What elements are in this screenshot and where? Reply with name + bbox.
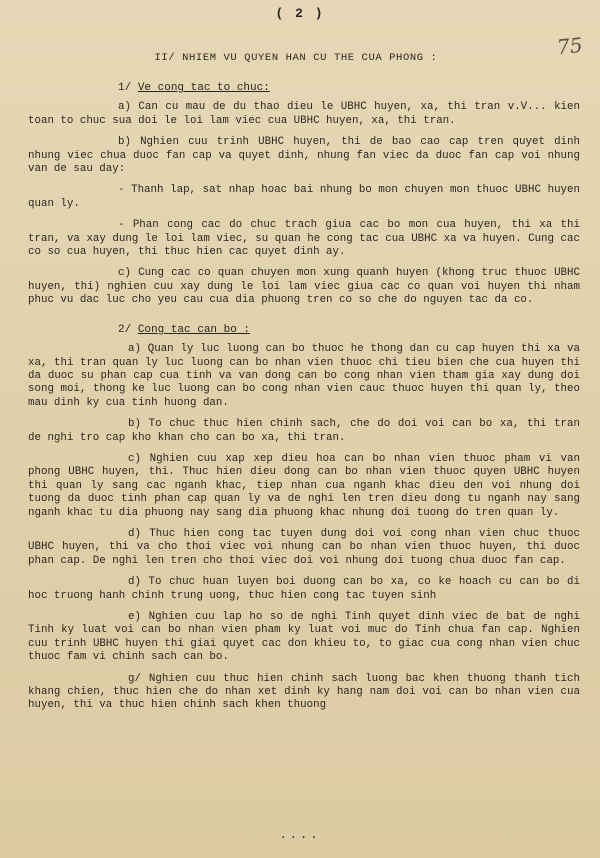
handwritten-page-mark: 75 — [555, 32, 584, 60]
heading-number: 2/ — [118, 323, 132, 336]
paragraph: g/ Nghien cuu thuc hien chinh sach luong bac khen thuong thanh tich khang chien, thuc hien che do nhan xet dinh ky hang nam doi voi can bo nhan vien cua huyen, thi va thuc hien chinh sach khen thuong — [28, 672, 580, 712]
paragraph: c) Cung cac co quan chuyen mon xung quanh huyen (khong truc thuoc UBHC huyen, thi) nghien cuu xay dung le loi lam viec giua cac co quan voi huyen thi nham phuc vu dac luc cho yeu cau cua dia phuong tren co so che do nguyen tac da co. — [28, 267, 580, 307]
heading-text: Ve cong tac to chuc: — [137, 82, 270, 94]
paragraph: d) Thuc hien cong tac tuyen dung doi voi cong nhan vien chuc thuoc UBHC huyen, thi va cho thoi viec voi nhung can bo nhan vien thuoc huyen, thi duoc phan cap. De nghi len tren cho thoi viec doi voi nhung doi tuong chua duoc fan cap. — [28, 527, 580, 567]
document-body — [28, 82, 580, 721]
paragraph: - Phan cong cac do chuc trach giua cac bo mon cua huyen, thi xa thi tran, va xay dung le loi lam viec, su quan he cong tac cua UBHC xa va huyen. Cung cac co so cua huyen, thi thuc hien cac quyet dinh ay. — [28, 219, 580, 259]
subsection-heading-personnel — [118, 324, 580, 337]
subsection-heading-organization — [118, 82, 580, 95]
section-title: II/ NHIEM VU QUYEN HAN CU THE CUA PHONG : — [154, 52, 438, 64]
paragraph: a) Can cu mau de du thao dieu le UBHC huyen, xa, thi tran v.V... kien toan to chuc sua doi le loi lam viec cua UBHC huyen, xa, thi tran. — [28, 101, 580, 127]
paragraph: a) Quan ly luc luong can bo thuoc he thong dan cu cap huyen thi xa va xa, thi tran quan ly luc luong can bo nhan vien thuoc chi tieu bien che cua huyen thi da duoc su phan cap cua tinh va van dong can bo cong nhan vien tham gia xay dung doi song moi, thong ke luc luong can bo cong nhan vien cauc thuoc huyen thi quan ly, theo mau dinh ky cua tinh huong dan. — [28, 343, 580, 409]
heading-text: Cong tac can bo : — [137, 323, 251, 336]
paragraph: - Thanh lap, sat nhap hoac bai nhung bo mon chuyen mon thuoc UBHC huyen quan ly. — [28, 184, 580, 210]
paragraph: e) Nghien cuu lap ho so de nghi Tinh quyet dinh viec de bat de nghi Tinh ky luat voi can bo nhan vien pham ky luat voi muc do Tinh chua fan cap. Nghien cuu trinh UBHC huyen thi giai quyet cac don khieu to, to giac cua cong nhan vien chuc thuoc fam vi chinh sach can bo. — [28, 611, 580, 664]
paragraph: b) Nghien cuu trinh UBHC huyen, thi de bao cao cap tren quyet dinh nhung viec chua duoc fan cap va quyet dinh, nhung fan viec da duoc fan cap voi nhung van de sau day: — [28, 136, 580, 176]
paragraph: b) To chuc thuc hien chinh sach, che do doi voi can bo xa, thi tran de nghi tro cap kho khan cho can bo xa, thi tran. — [28, 418, 580, 444]
page-number: ( 2 ) — [275, 6, 325, 21]
paragraph: d) To chuc huan luyen boi duong can bo xa, co ke hoach cu can bo di hoc truong hanh chinh trung uong, thuc hien cong tac tuyen sinh — [28, 576, 580, 602]
heading-number: 1/ — [118, 82, 132, 94]
continuation-mark: .... — [279, 828, 321, 842]
paragraph: c) Nghien cuu xap xep dieu hoa can bo nhan vien thuoc pham vi van phong UBHC huyen, thi. Thuc hien dieu dong can bo nhan vien thuoc quyen UBHC huyen thi quan ly sang cac nganh khac, tiep nhan cua nganh khac dieu den voi nhung doi tuong da duoc tinh phan cap quan ly va de nghi len tren dieu dong tu nganh nay sang nganh khac tu dia phuong nay sang dia phuong khac nhung doi tuong do tren quan ly. — [28, 452, 580, 519]
